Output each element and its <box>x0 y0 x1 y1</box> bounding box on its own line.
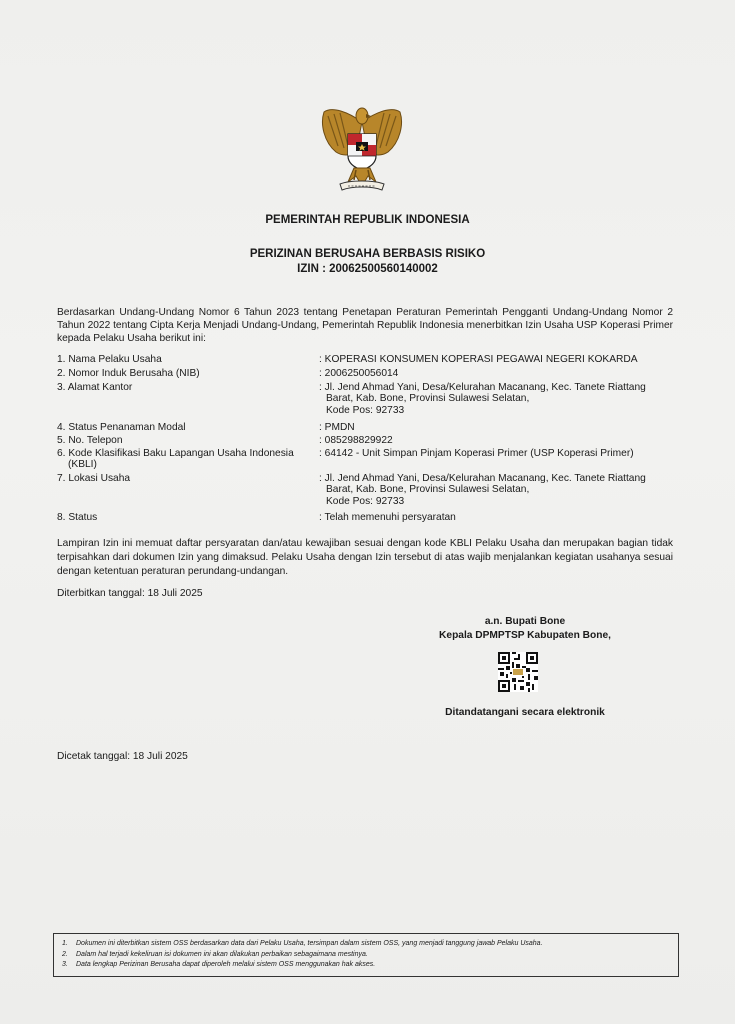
field-label: 1. Nama Pelaku Usaha <box>57 354 162 365</box>
intro-paragraph: Berdasarkan Undang-Undang Nomor 6 Tahun 2023 tentang Penetapan Peraturan Pemerintah Pengganti Undang-Undang Nomor 2 Tahun 2022 tentang Cipta Kerja Menjadi Undang-Undang, Pemerintah Republik Indonesia menerbitkan Izin Usaha USP Koperasi Primer kepada Pelaku Usaha berikut ini: <box>57 307 673 344</box>
field-value: : 64142 - Unit Simpan Pinjam Koperasi Primer (USP Koperasi Primer) <box>319 448 634 459</box>
printed-date: Dicetak tanggal: 18 Juli 2025 <box>57 751 188 762</box>
signatory-on-behalf: a.n. Bupati Bone <box>484 616 566 627</box>
field-label: 4. Status Penanaman Modal <box>57 422 186 433</box>
footnotes-box <box>53 933 679 977</box>
footnote-item: 3. Data lengkap Perizinan Berusaha dapat diperoleh melalui sistem OSS menggunakan hak akses. <box>62 961 376 968</box>
footnote-item: 1. Dokumen ini diterbitkan sistem OSS berdasarkan data dari Pelaku Usaha, tersimpan dalam sistem OSS, yang menjadi tanggung jawab Pelaku Usaha. <box>62 940 543 947</box>
field-label: 3. Alamat Kantor <box>57 382 133 393</box>
field-value: : 085298829922 <box>319 435 393 446</box>
field-label: 7. Lokasi Usaha <box>57 473 131 484</box>
field-value: : KOPERASI KONSUMEN KOPERASI PEGAWAI NEGERI KOKARDA <box>319 354 638 365</box>
field-value: : Jl. Jend Ahmad Yani, Desa/Kelurahan Macanang, Kec. Tanete Riattang Barat, Kab. Bone, Provinsi Sulawesi Selatan, Kode Pos: 92733 <box>319 473 646 507</box>
garuda-emblem-icon <box>318 102 406 198</box>
field-value: : PMDN <box>319 422 355 433</box>
permit-number: IZIN : 20062500560140002 <box>297 263 438 275</box>
government-heading: PEMERINTAH REPUBLIK INDONESIA <box>265 214 470 226</box>
field-label: 2. Nomor Induk Berusaha (NIB) <box>57 368 200 379</box>
field-label: 5. No. Telepon <box>57 435 123 446</box>
qr-code-icon <box>498 652 538 692</box>
field-value: : Telah memenuhi persyaratan <box>319 512 456 523</box>
field-label: 6. Kode Klasifikasi Baku Lapangan Usaha Indonesia (KBLI) <box>57 448 294 471</box>
electronic-signature-note: Ditandatangani secara elektronik <box>445 707 605 718</box>
field-value: : Jl. Jend Ahmad Yani, Desa/Kelurahan Macanang, Kec. Tanete Riattang Barat, Kab. Bone, Provinsi Sulawesi Selatan, Kode Pos: 92733 <box>319 382 646 416</box>
footnote-item: 2. Dalam hal terjadi kekeliruan isi dokumen ini akan dilakukan perbaikan sebagaimana mestinya. <box>62 950 368 958</box>
signatory-title: Kepala DPMPTSP Kabupaten Bone, <box>439 630 611 641</box>
attachment-paragraph: Lampiran Izin ini memuat daftar persyaratan dan/atau kewajiban sesuai dengan kode KBLI Pelaku Usaha dan merupakan bagian tidak terpisahkan dari dokumen Izin yang dimaksud. Pelaku Usaha dengan Izin tersebut di atas wajib menjalankan kegiatan usahanya sesuai dengan ketentuan peraturan perundang-undangan. <box>57 538 673 577</box>
field-label: 8. Status <box>57 512 98 523</box>
document-title: PERIZINAN BERUSAHA BERBASIS RISIKO <box>249 248 486 260</box>
field-value: : 2006250056014 <box>319 368 399 379</box>
issued-date: Diterbitkan tanggal: 18 Juli 2025 <box>57 588 203 599</box>
